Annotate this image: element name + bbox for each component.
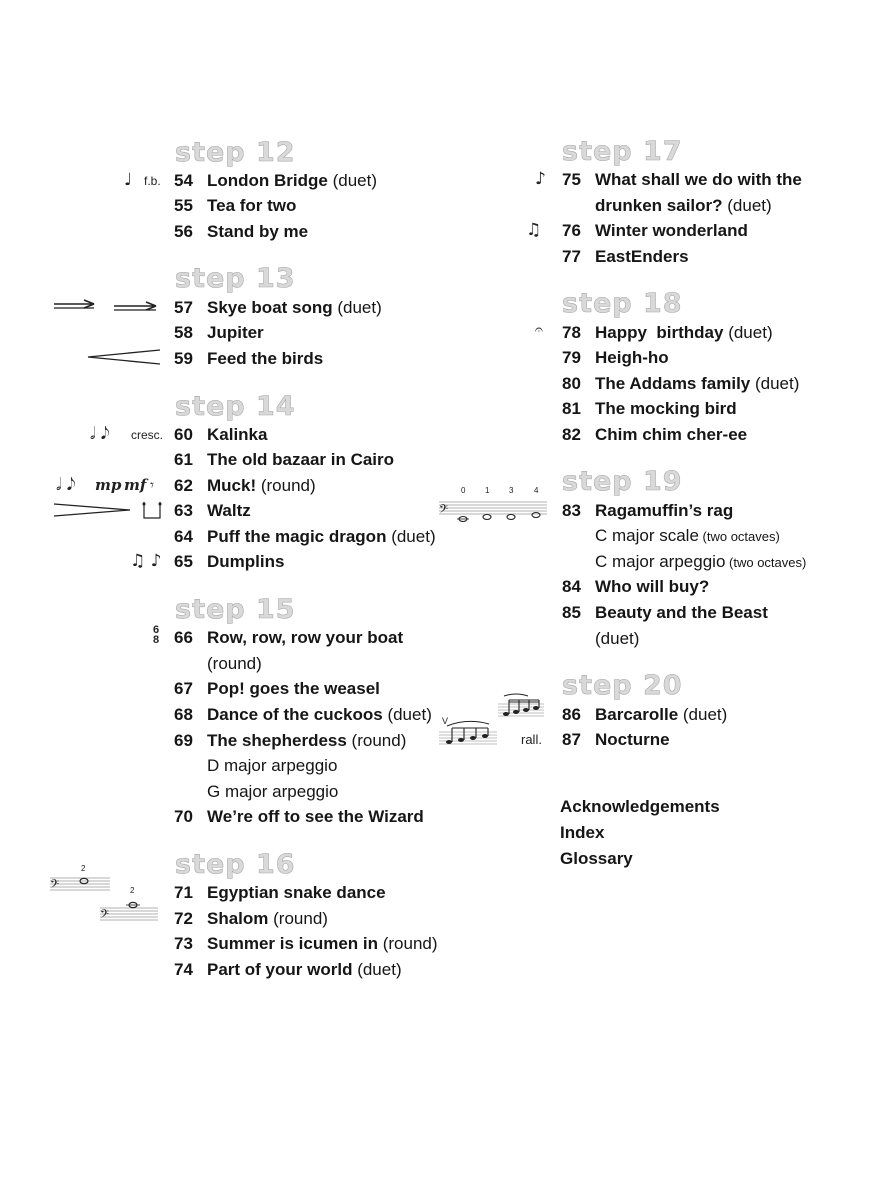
entry-number: 81: [562, 399, 581, 418]
fingering-number: 2: [130, 886, 135, 895]
entry-note: G major arpeggio: [207, 782, 339, 801]
dotted-notes-icon: 𝅗𝅥 𝅘𝅥𝅮: [56, 475, 76, 495]
entry-title: Kalinka: [207, 425, 268, 444]
entry-title: Waltz: [207, 501, 251, 520]
entry-note: (round): [207, 654, 262, 673]
quarter-note-icon: ♩: [124, 170, 133, 190]
eighth-rest-icon: 𝄾: [150, 476, 154, 494]
entry-title: EastEnders: [595, 247, 689, 266]
fingering-number: 1: [485, 486, 490, 495]
entry-number: 61: [174, 450, 193, 469]
entry-title: Dance of the cuckoos (duet): [207, 705, 432, 724]
entry-number: 62: [174, 476, 193, 495]
fingering-number: 3: [509, 486, 514, 495]
eighth-note-icon: ♪: [535, 169, 546, 189]
entry-number: 75: [562, 170, 581, 189]
rallentando-label: rall.: [521, 732, 542, 747]
entry-number: 76: [562, 221, 581, 240]
crescendo-hairpin-icon: [52, 498, 164, 524]
entry-number: 68: [174, 705, 193, 724]
entry-title: Barcarolle (duet): [595, 705, 728, 724]
entry-number: 84: [562, 577, 581, 596]
entry-number: 64: [174, 527, 193, 546]
step-heading-17: step 17: [562, 136, 683, 167]
dynamic-mf-label: mf: [124, 476, 147, 494]
step-heading-18: step 18: [562, 288, 683, 319]
entry-title: Who will buy?: [595, 577, 710, 596]
index-link[interactable]: Index: [560, 823, 605, 842]
entry-title: The old bazaar in Cairo: [207, 450, 395, 469]
entry-number: 71: [174, 883, 193, 902]
entry-title: London Bridge (duet): [207, 171, 378, 190]
entry-title: Shalom (round): [207, 909, 328, 928]
entry-number: 80: [562, 374, 581, 393]
entry-title: Beauty and the Beast: [595, 603, 768, 622]
entry-number: 63: [174, 501, 193, 520]
beamed-notes-icon: ♫: [526, 220, 542, 240]
full-bow-label: f.b.: [144, 174, 161, 188]
crescendo-label: cresc.: [131, 428, 164, 442]
entry-title: drunken sailor? (duet): [595, 196, 772, 215]
entry-title: Skye boat song (duet): [207, 298, 382, 317]
entry-title: Puff the magic dragon (duet): [207, 527, 436, 546]
bass-clef-staff-icon: [98, 894, 160, 924]
entry-number: 69: [174, 731, 193, 750]
entry-number: 55: [174, 196, 193, 215]
step-heading-16: step 16: [175, 849, 296, 880]
entry-number: 79: [562, 348, 581, 367]
bass-clef-staff-icon: [48, 864, 112, 894]
step-heading-15: step 15: [175, 594, 296, 625]
entry-title: Chim chim cher-ee: [595, 425, 748, 444]
entry-title: Egyptian snake dance: [207, 883, 386, 902]
glossary-link[interactable]: Glossary: [560, 849, 633, 868]
entry-number: 87: [562, 730, 581, 749]
step-heading-20: step 20: [562, 670, 683, 701]
entry-number: 74: [174, 960, 193, 979]
time-signature-icon: 6 8: [153, 624, 160, 646]
step-heading-12: step 12: [175, 137, 296, 168]
svg-text:𝄢: 𝄢: [100, 908, 110, 924]
entry-title: What shall we do with the: [595, 170, 802, 189]
sixteenth-notes-staff-icon: [496, 692, 546, 722]
entry-title: Ragamuffin’s rag: [595, 501, 734, 520]
entry-note: C major scale (two octaves): [595, 526, 780, 545]
entry-number: 67: [174, 679, 193, 698]
entry-number: 82: [562, 425, 581, 444]
entry-title: Part of your world (duet): [207, 960, 402, 979]
entry-title: Pop! goes the weasel: [207, 679, 380, 698]
slur-zigzag-icon: [52, 296, 162, 316]
dynamic-mp-label: mp: [95, 476, 122, 494]
entry-number: 57: [174, 298, 193, 317]
entry-number: 77: [562, 247, 581, 266]
entry-title: The shepherdess (round): [207, 731, 407, 750]
step-heading-14: step 14: [175, 391, 296, 422]
fingering-number: 4: [534, 486, 539, 495]
fingering-number: 2: [81, 864, 86, 873]
entry-number: 83: [562, 501, 581, 520]
svg-text:𝄢: 𝄢: [439, 503, 449, 519]
entry-title: Feed the birds: [207, 349, 324, 368]
fingering-number: 0: [461, 486, 466, 495]
half-eighth-notes-icon: 𝅗𝅥 𝅘𝅥𝅮: [90, 424, 110, 444]
entry-title: Muck! (round): [207, 476, 316, 495]
entry-number: 70: [174, 807, 193, 826]
entry-note: C major arpeggio (two octaves): [595, 552, 807, 571]
entry-number: 78: [562, 323, 581, 342]
entry-title: Heigh-ho: [595, 348, 669, 367]
acknowledgements-link[interactable]: Acknowledgements: [560, 797, 720, 816]
step-heading-13: step 13: [175, 263, 296, 294]
entry-title: Stand by me: [207, 222, 309, 241]
beamed-eighth-notes-icon: ♫ ♪: [130, 551, 162, 571]
entry-title: Happy birthday (duet): [595, 323, 773, 342]
entry-title: Summer is icumen in (round): [207, 934, 438, 953]
step-heading-19: step 19: [562, 466, 683, 497]
entry-number: 59: [174, 349, 193, 368]
entry-title: Nocturne: [595, 730, 670, 749]
up-bow-mark: V: [442, 716, 449, 726]
entry-title: Jupiter: [207, 323, 264, 342]
entry-title: The mocking bird: [595, 399, 737, 418]
fermata-icon: 𝄐: [535, 322, 543, 338]
entry-note: (duet): [595, 629, 640, 648]
entry-title: Winter wonderland: [595, 221, 748, 240]
entry-number: 60: [174, 425, 193, 444]
diminuendo-hairpin-icon: [86, 348, 161, 366]
entry-number: 58: [174, 323, 193, 342]
entry-number: 66: [174, 628, 193, 647]
entry-number: 56: [174, 222, 193, 241]
entry-number: 85: [562, 603, 581, 622]
entry-number: 86: [562, 705, 581, 724]
entry-number: 54: [174, 171, 193, 190]
entry-title: Tea for two: [207, 196, 297, 215]
entry-title: The Addams family (duet): [595, 374, 800, 393]
entry-title: We’re off to see the Wizard: [207, 807, 424, 826]
entry-number: 73: [174, 934, 193, 953]
entry-title: Dumplins: [207, 552, 285, 571]
entry-title: Row, row, row your boat: [207, 628, 404, 647]
entry-number: 65: [174, 552, 193, 571]
svg-text:𝄢: 𝄢: [50, 878, 60, 894]
scale-fingering-staff-icon: [437, 496, 549, 526]
entry-number: 72: [174, 909, 193, 928]
entry-note: D major arpeggio: [207, 756, 338, 775]
